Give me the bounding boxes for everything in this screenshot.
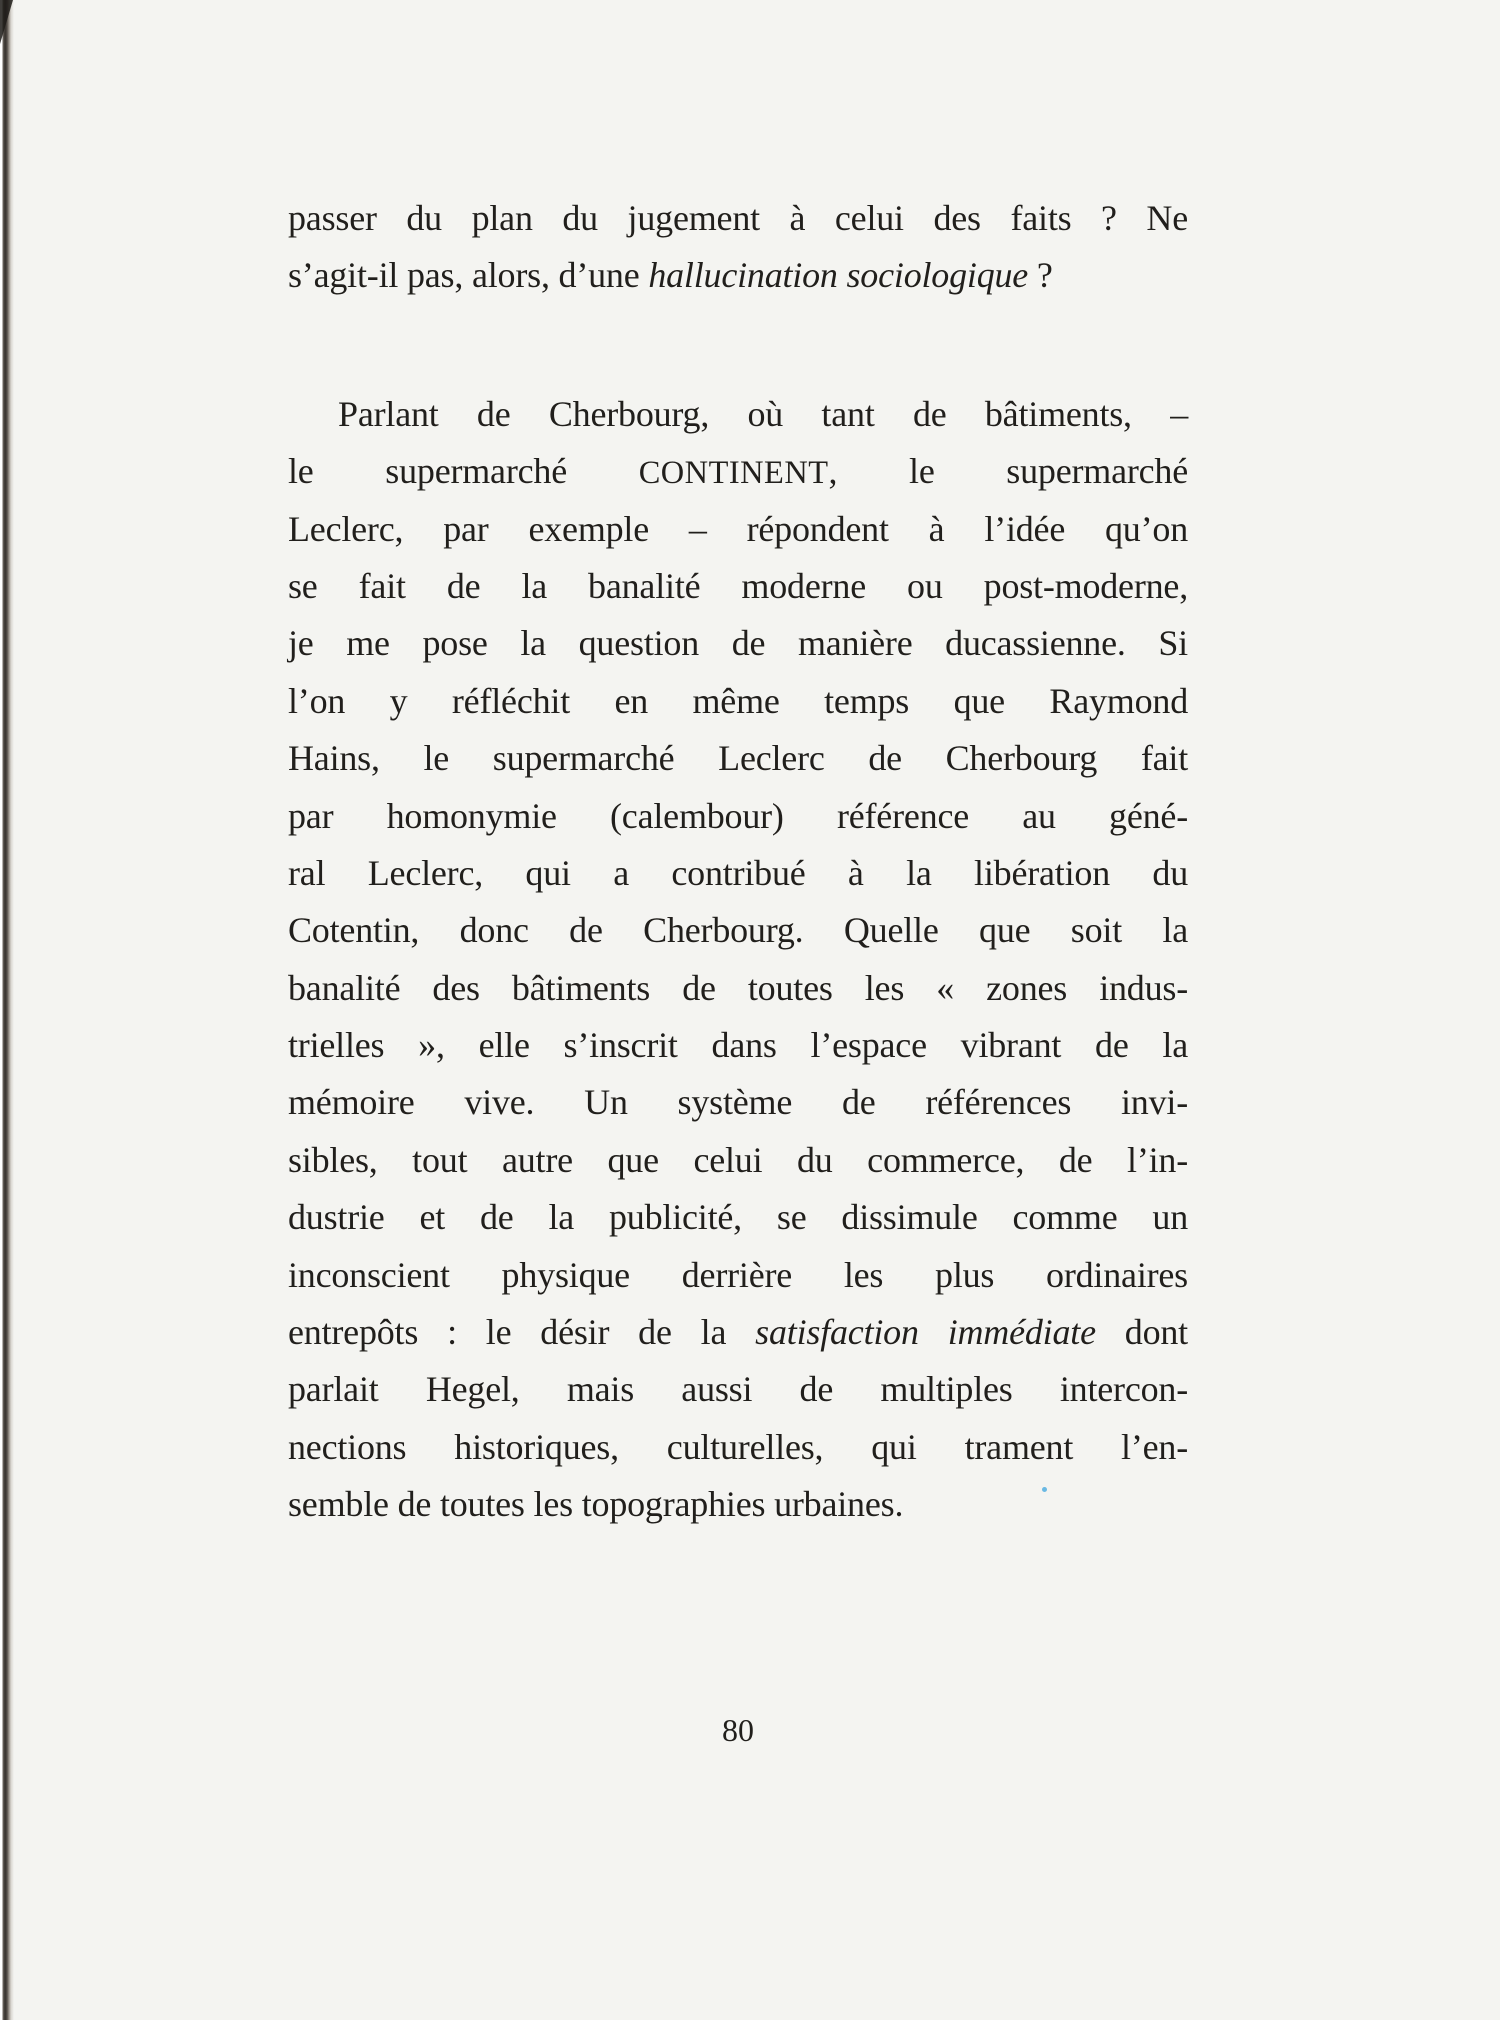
- body-text: Hains, le supermarché Leclerc de Cherbourg fait: [288, 738, 1188, 779]
- text-line: [288, 730, 1188, 787]
- text-line: [288, 247, 1188, 304]
- body-text: banalité des bâtiments de toutes les « zones indus-: [288, 967, 1188, 1008]
- text-line: [288, 558, 1188, 615]
- body-text: Leclerc, par exemple – répondent à l’idée qu’on: [288, 508, 1188, 549]
- text-line: [288, 1189, 1188, 1246]
- text-line: [288, 960, 1188, 1017]
- body-text: sibles, tout autre que celui du commerce, de l’in-: [288, 1139, 1188, 1180]
- body-text: ?: [1028, 255, 1053, 296]
- text-line: [288, 673, 1188, 730]
- text-line: [288, 845, 1188, 902]
- spine-shadow: [0, 0, 14, 2020]
- text-block: [288, 190, 1188, 1534]
- body-text: trielles », elle s’inscrit dans l’espace vibrant de la: [288, 1025, 1188, 1066]
- body-text: passer du plan du jugement à celui des faits ? Ne: [288, 198, 1188, 238]
- text-line: [288, 386, 1188, 443]
- text-line: [288, 1304, 1188, 1361]
- body-text: entrepôts : le désir de la: [288, 1312, 756, 1353]
- text-line: [288, 1361, 1188, 1418]
- text-line: [288, 190, 1188, 247]
- body-text: l’on y réfléchit en même temps que Raymond: [288, 680, 1188, 721]
- page-number: 80: [722, 1712, 754, 1748]
- text-line: [288, 615, 1188, 672]
- scan-artifact-blue-dot: [1042, 1487, 1047, 1492]
- text-line: [288, 1247, 1188, 1304]
- text-line: [288, 1074, 1188, 1131]
- text-line: [288, 443, 1188, 500]
- body-text: nections historiques, culturelles, qui trament l’en-: [288, 1426, 1188, 1467]
- body-text: Parlant de Cherbourg, où tant de bâtiments, –: [338, 393, 1188, 434]
- text-line: [288, 1419, 1188, 1476]
- body-text: je me pose la question de manière ducassienne. Si: [288, 623, 1188, 664]
- italic-text: hallucination sociologique: [648, 255, 1029, 296]
- text-line: [288, 1017, 1188, 1074]
- italic-text: satisfaction immédiate: [755, 1312, 1096, 1353]
- body-text: par homonymie (calembour) référence au géné-: [288, 795, 1188, 836]
- body-text: semble de toutes les topographies urbaines.: [288, 1484, 904, 1525]
- body-text: Cotentin, donc de Cherbourg. Quelle que soit la: [288, 910, 1188, 951]
- body-text: se fait de la banalité moderne ou post-moderne,: [288, 565, 1188, 606]
- body-text: mémoire vive. Un système de références invi-: [288, 1082, 1188, 1123]
- body-text: , le supermarché: [828, 451, 1188, 492]
- text-line: [288, 902, 1188, 959]
- text-line: [288, 501, 1188, 558]
- body-text: inconscient physique derrière les plus ordinaires: [288, 1254, 1188, 1295]
- paragraph: [288, 190, 1188, 305]
- body-text: parlait Hegel, mais aussi de multiples intercon-: [288, 1369, 1188, 1410]
- corner-scan-mark: [0, 0, 13, 44]
- caps-text: CONTINENT: [638, 455, 829, 492]
- text-line: [288, 788, 1188, 845]
- body-text: ral Leclerc, qui a contribué à la libération du: [288, 852, 1188, 893]
- body-text: le supermarché: [288, 451, 639, 492]
- text-line: [288, 1476, 1188, 1533]
- paragraph: [288, 386, 1188, 1534]
- body-text: s’agit-il pas, alors, d’une: [288, 255, 649, 296]
- body-text: dont: [1095, 1312, 1188, 1353]
- text-line: [288, 1132, 1188, 1189]
- body-text: dustrie et de la publicité, se dissimule comme un: [288, 1197, 1188, 1238]
